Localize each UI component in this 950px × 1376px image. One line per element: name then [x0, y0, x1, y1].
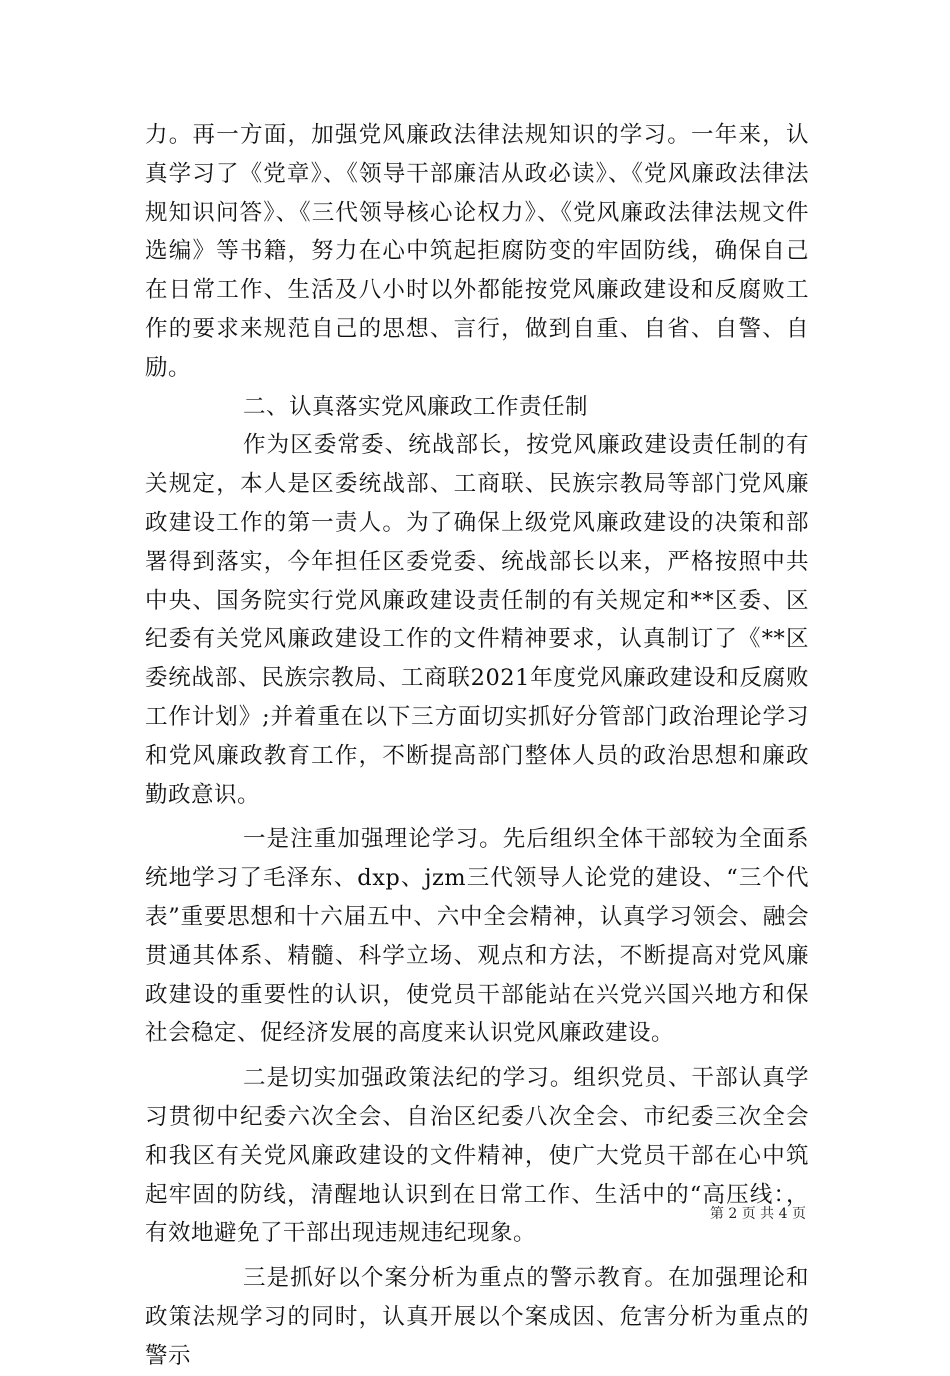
paragraph-responsibility: 作为区委常委、统战部长，按党风廉政建设责任制的有关规定，本人是区委统战部、工商联、民族宗教局等部门党风廉政建设工作的第一责人。为了确保上级党风廉政建设的决策和部署得到落实，今年担任区委党委、统战部长以来，严格按照中共中央、国务院实行党风廉政建设责任制的有关规定和**区委、区纪委有关党风廉政建设工作的文件精神要求，认真制订了《**区委统战部、民族宗教局、工商联2021年度党风廉政建设和反腐败工作计划》;并着重在以下三方面切实抓好分管部门政治理论学习和党风廉政教育工作，不断提高部门整体人员的政治思想和廉政勤政意识。	[145, 432, 809, 808]
page-number-footer: 第 2 页 共 4 页	[709, 1206, 806, 1222]
document-body	[145, 116, 809, 1376]
section-heading: 二、认真落实党风廉政工作责任制	[243, 393, 589, 420]
paragraph-theory-study: 一是注重加强理论学习。先后组织全体干部较为全面系统地学习了毛泽东、dxp、jzm三代领导人论党的建设、“三个代表”重要思想和十六届五中、六中全会精神，认真学习领会、融会贯通其体系、精髓、科学立场、观点和方法，不断提高对党风廉政建设的重要性的认识，使党员干部能站在兴党兴国兴地方和保社会稳定、促经济发展的高度来认识党风廉政建设。	[145, 826, 809, 1047]
paragraph-warning-education: 三是抓好以个案分析为重点的警示教育。在加强理论和政策法规学习的同时，认真开展以个案成因、危害分析为重点的警示	[145, 1265, 809, 1369]
paragraph-policy-study: 二是切实加强政策法纪的学习。组织党员、干部认真学习贯彻中纪委六次全会、自治区纪委八次全会、市纪委三次全会和我区有关党风廉政建设的文件精神，使广大党员干部在心中筑起牢固的防线，清醒地认识到在日常工作、生活中的“高压线：，有效地避免了干部出现违规违纪现象。	[145, 1065, 809, 1247]
paragraph-continuation: 力。再一方面，加强党风廉政法律法规知识的学习。一年来，认真学习了《党章》、《领导干部廉洁从政必读》、《党风廉政法律法规知识问答》、《三代领导核心论权力》、《党风廉政法律法规文件选编》等书籍，努力在心中筑起拒腐防变的牢固防线，确保自己在日常工作、生活及八小时以外都能按党风廉政建设和反腐败工作的要求来规范自己的思想、言行，做到自重、自省、自警、自励。	[145, 122, 809, 381]
